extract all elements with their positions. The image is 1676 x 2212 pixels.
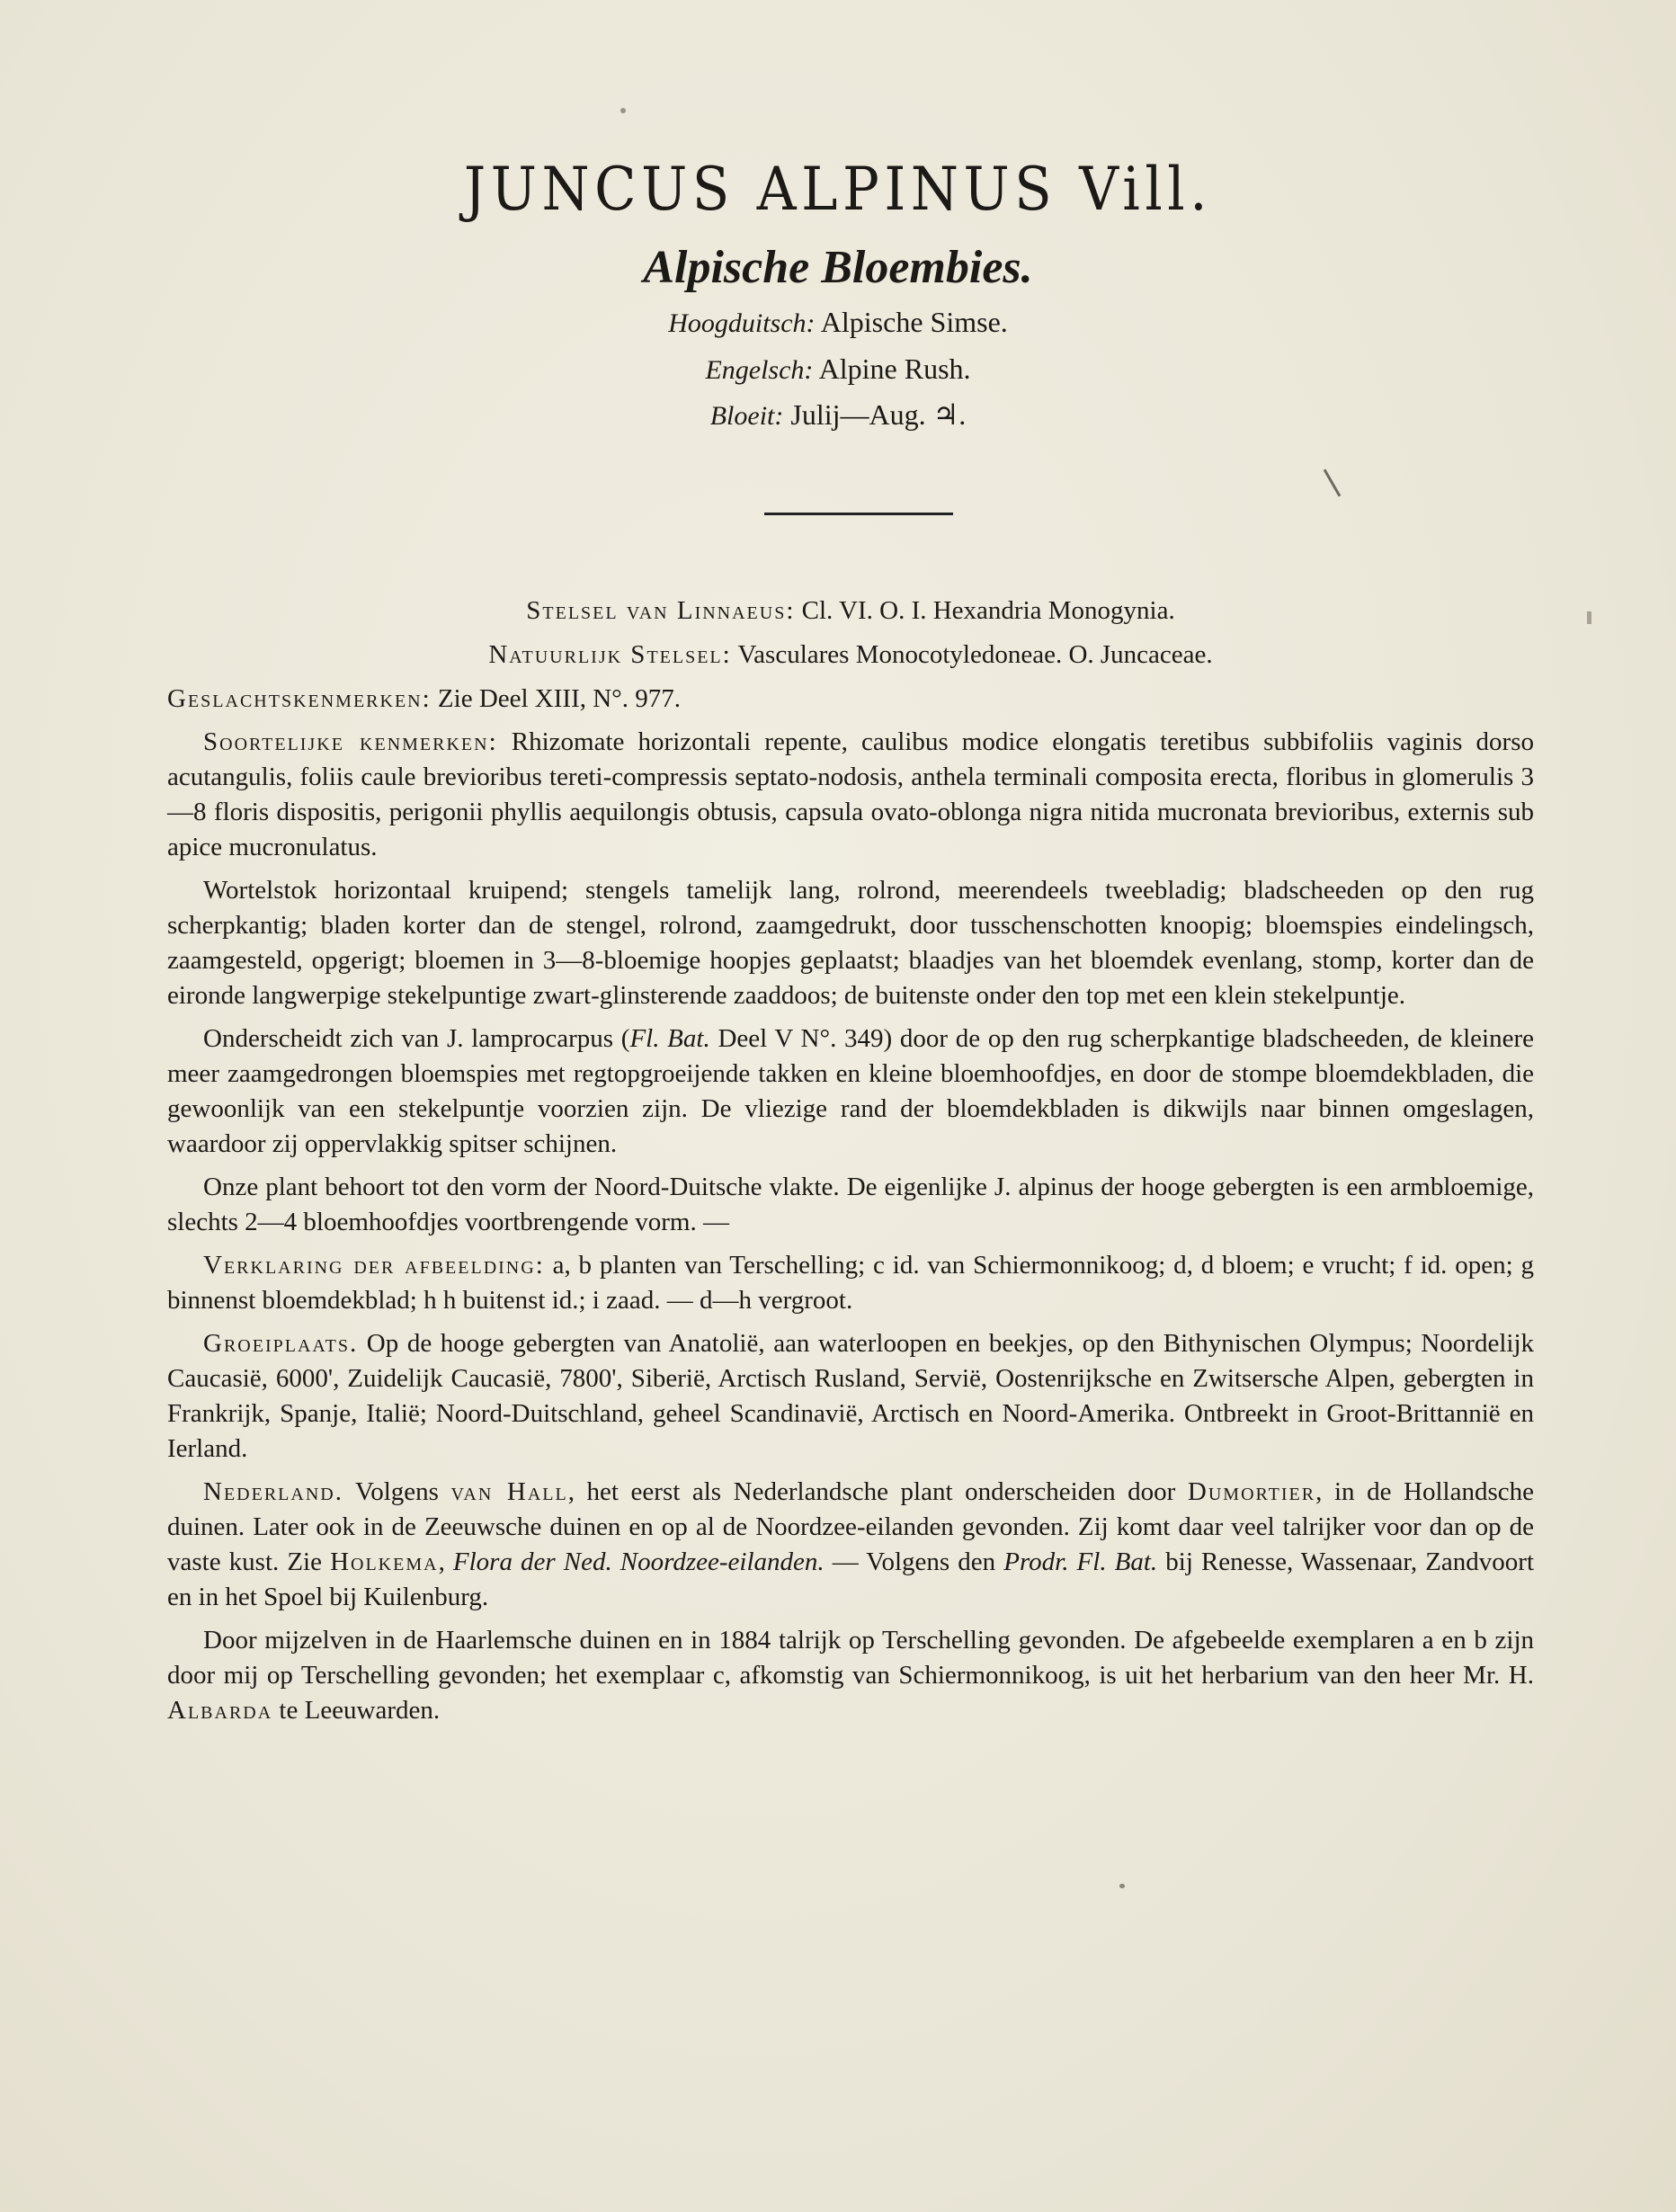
plate-explanation	[167, 1248, 1534, 1318]
final-paragraph	[167, 1623, 1534, 1728]
species-dutch-name: Alpische Bloembies.	[643, 242, 1033, 293]
german-name-label: Hoogduitsch:	[668, 308, 816, 338]
english-name: Alpine Rush.	[818, 352, 971, 385]
author-dumortier: Dumortier	[1187, 1477, 1316, 1506]
flora-reference: Flora der Ned. Noordzee-eilanden.	[452, 1548, 825, 1576]
habitat-label: Groeiplaats.	[203, 1329, 359, 1358]
linnaeus-label: Stelsel van Linnaeus:	[526, 596, 796, 625]
description-paragraph: Wortelstok horizontaal kruipend; stengels tamelijk lang, rolrond, meerendeels tweebladig; bladscheeden op den rug scherpkantig; bladen korter dan de stengel, rolrond, zaamgedrukt, door tusschenschotten knoopig; bloemspies eindelingsch, zaamgesteld, opgerigt; bloemen in 3—8-bloemige hoopjes geplaatst; blaadjes van het bloemdek evenlang, stomp, korter dan de eironde langwerpige stekelpuntige zwart-glinsterende zaaddoos; de buitenste onder den top met een klein stekelpuntje.	[167, 876, 1534, 1010]
distinction-paragraph	[167, 1021, 1534, 1162]
genus-value: Zie Deel XIII, N°. 977.	[437, 684, 682, 713]
plate-label: Verklaring der afbeelding:	[203, 1251, 545, 1280]
paper-scratch	[1324, 469, 1342, 497]
document-body	[167, 593, 1534, 1736]
netherlands-label: Nederland.	[203, 1477, 343, 1506]
natural-label: Natuurlijk Stelsel:	[488, 640, 732, 669]
final-text-1: Door mijzelven in de Haarlemsche duinen en in 1884 talrijk op Terschelling gevonden. De afgebeelde exemplaren a en b zijn door mij op Terschelling gevonden; het exemplaar c, afkomstig van Schiermonnikoog, is uit het herbarium van den heer Mr. H.	[167, 1626, 1534, 1690]
prodromus-reference: Prodr. Fl. Bat.	[1003, 1548, 1158, 1576]
distinction-reference: Fl. Bat.	[629, 1024, 710, 1053]
species-characters	[167, 725, 1534, 865]
genus-characters	[167, 682, 1534, 717]
netherlands-paragraph	[167, 1475, 1534, 1615]
linnaeus-system	[167, 593, 1534, 629]
netherlands-text-1: Volgens	[355, 1477, 451, 1506]
paper-speck	[620, 108, 626, 113]
section-divider	[764, 513, 953, 515]
netherlands-text-2: , het eerst als Nederlandsche plant onderscheiden door	[567, 1477, 1188, 1506]
genus-label: Geslachtskenmerken:	[167, 684, 432, 713]
author-van-hall: van Hall	[450, 1477, 568, 1506]
netherlands-text-4: ,	[438, 1548, 453, 1576]
german-name: Alpische Simse.	[820, 306, 1008, 338]
plate-value: a, b planten van Terschelling; c id. van Schiermonnikoog; d, d bloem; e vrucht; f id. open; g binnenst bloemdekblad; h h buitenst id.; i zaad. — d—h vergroot.	[167, 1251, 1535, 1315]
netherlands-text-6: bij Renesse, Wassenaar, Zandvoort en in het Spoel bij Kuilenburg.	[167, 1548, 1535, 1611]
distinction-text-b: Deel V N°. 349) door de op den rug scherpkantige bladscheeden, de kleinere meer zaamgedrongen bloemspies met regtopgroeijende takken en kleine bloemhoofdjes, en door de stompe bloemdekbladen, die gewoonlijk van een stekelpuntje voorzien zijn. De vliezige rand der bloemdekbladen is dikwijls naar binnen omgeslagen, waardoor zij oppervlakkig spitser schijnen.	[167, 1024, 1535, 1158]
author-albarda: Albarda	[167, 1696, 273, 1725]
habitat-value: Op de hooge gebergten van Anatolië, aan waterloopen en beekjes, op den Bithynischen Olympus; Noordelijk Caucasië, 6000', Zuidelijk Caucasië, 7800', Siberië, Arctisch Rusland, Servië, Oostenrijksche en Zwitsersche Alpen, gebergten in Frankrijk, Spanje, Italië; Noord-Duitschland, geheel Scandinavië, Arctisch en Noord-Amerika. Ontbreekt in Groot-Brittannië en Ierland.	[167, 1329, 1535, 1463]
species-title: JUNCUS ALPINUS Vill.	[463, 155, 1213, 224]
habitat-paragraph	[167, 1326, 1534, 1467]
english-name-label: Engelsch:	[705, 355, 814, 385]
natural-system	[167, 638, 1534, 673]
bloom-period-line	[0, 397, 1676, 432]
bloom-period: Julij—Aug. ♃.	[790, 398, 967, 431]
final-text-2: te Leeuwarden.	[272, 1696, 441, 1725]
linnaeus-value: Cl. VI. O. I. Hexandria Monogynia.	[801, 596, 1175, 625]
species-label: Soortelijke kenmerken:	[203, 727, 498, 756]
german-name-line	[0, 306, 1676, 339]
form-paragraph: Onze plant behoort tot den vorm der Noord-Duitsche vlakte. De eigenlijke J. alpinus der hooge gebergten is een armbloemige, slechts 2—4 bloemhoofdjes voortbrengende vorm. —	[167, 1173, 1534, 1236]
species-value: Rhizomate horizontali repente, caulibus modice elongatis teretibus subbifoliis vaginis dorso acutangulis, foliis caule brevioribus tereti-compressis septato-nodosis, anthela terminali composita erecta, floribus in glomerulis 3—8 floris dispositis, perigonii phyllis aequilongis obtusis, capsula ovato-oblonga nigra nitida mucronata brevioribus, externis sub apice mucronulatus.	[167, 727, 1534, 861]
distinction-text-a: Onderscheidt zich van J. lamprocarpus (	[203, 1024, 630, 1053]
bloom-period-label: Bloeit:	[709, 401, 784, 431]
author-holkema: Holkema	[330, 1548, 439, 1576]
netherlands-text-3: , in de Hollandsche duinen. Later ook in de Zeeuwsche duinen en op al de Noordzee-eilanden gevonden. Zij komt daar veel talrijker voor dan op de vaste kust. Zie	[167, 1477, 1534, 1576]
paper-speck	[1587, 611, 1591, 624]
paper-speck	[1119, 1884, 1125, 1888]
english-name-line	[0, 352, 1676, 386]
natural-value: Vasculares Monocotyledoneae. O. Juncaceae.	[737, 640, 1213, 669]
netherlands-text-5: — Volgens den	[824, 1548, 1004, 1576]
